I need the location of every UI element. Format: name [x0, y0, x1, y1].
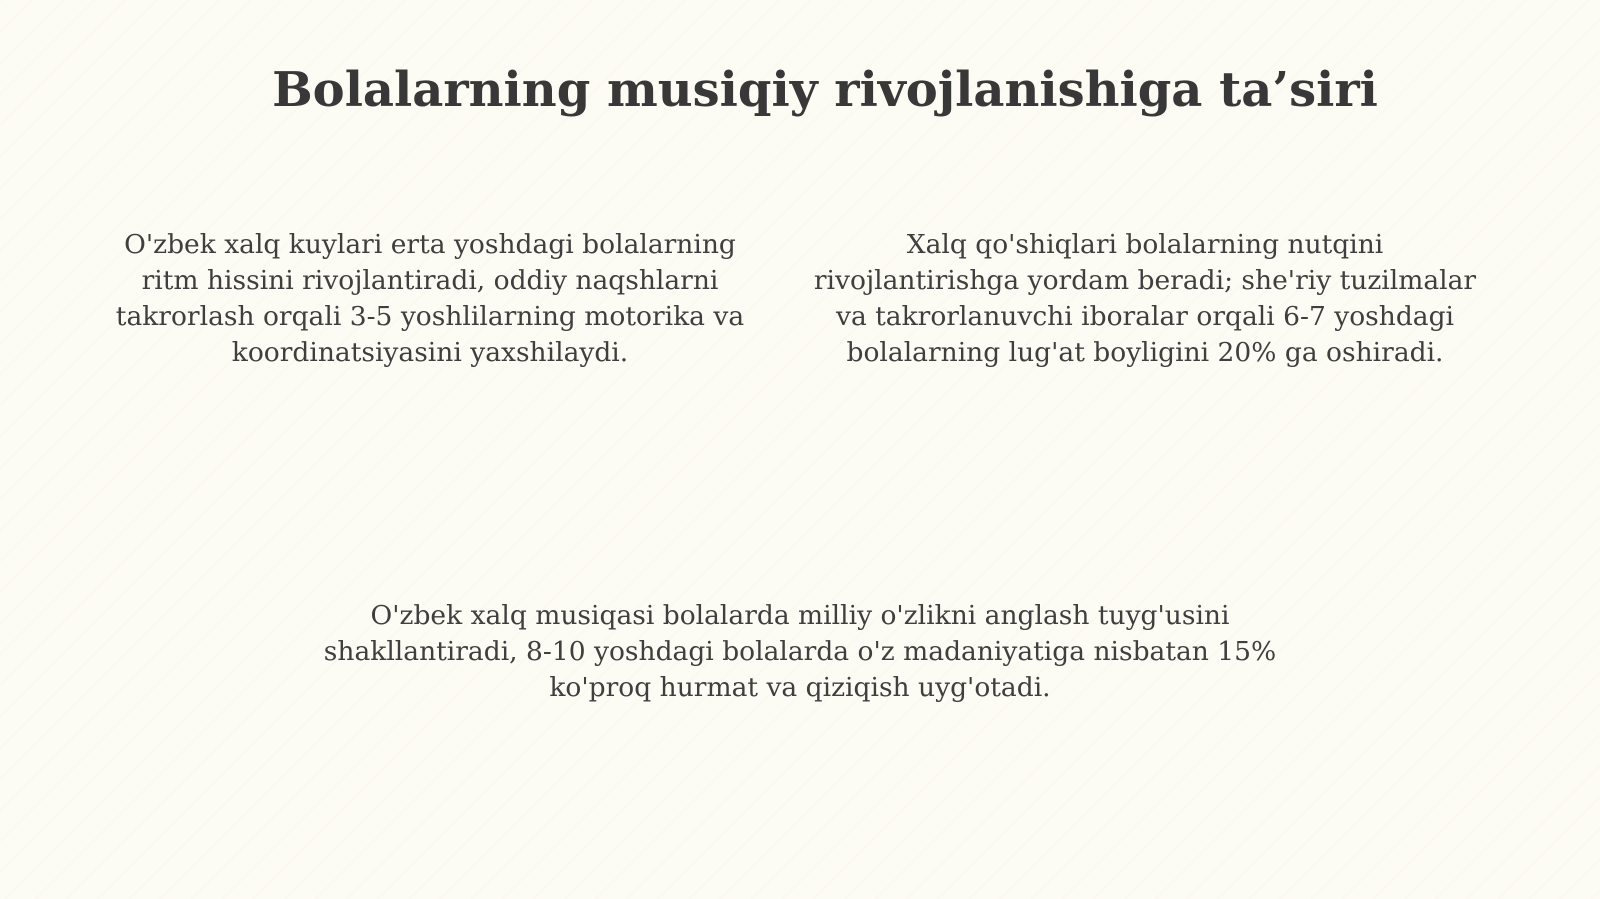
paragraph-speech-vocabulary: Xalq qo'shiqlari bolalarning nutqini rivojlantirishga yordam beradi; she'riy tuzilmalar va takrorlanuvchi iboralar orqali 6-7 yoshdagi bolalarning lug'at boyligini 20% ga oshiradi.	[813, 229, 1477, 368]
slide-title: Bolalarning musiqiy rivojlanishiga ta’siri	[272, 62, 1378, 118]
paragraph-rhythm-motor-skills: O'zbek xalq kuylari erta yoshdagi bolalarning ritm hissini rivojlantiradi, oddiy naqshlarni takrorlash orqali 3-5 yoshlilarning motorika va koordinatsiyasini yaxshilaydi.	[115, 229, 745, 368]
paragraph-national-identity: O'zbek xalq musiqasi bolalarda milliy o'zlikni anglash tuyg'usini shakllantiradi, 8-10 yoshdagi bolalarda o'z madaniyatiga nisbatan 15% ko'proq hurmat va qiziqish uyg'otadi.	[323, 600, 1277, 703]
